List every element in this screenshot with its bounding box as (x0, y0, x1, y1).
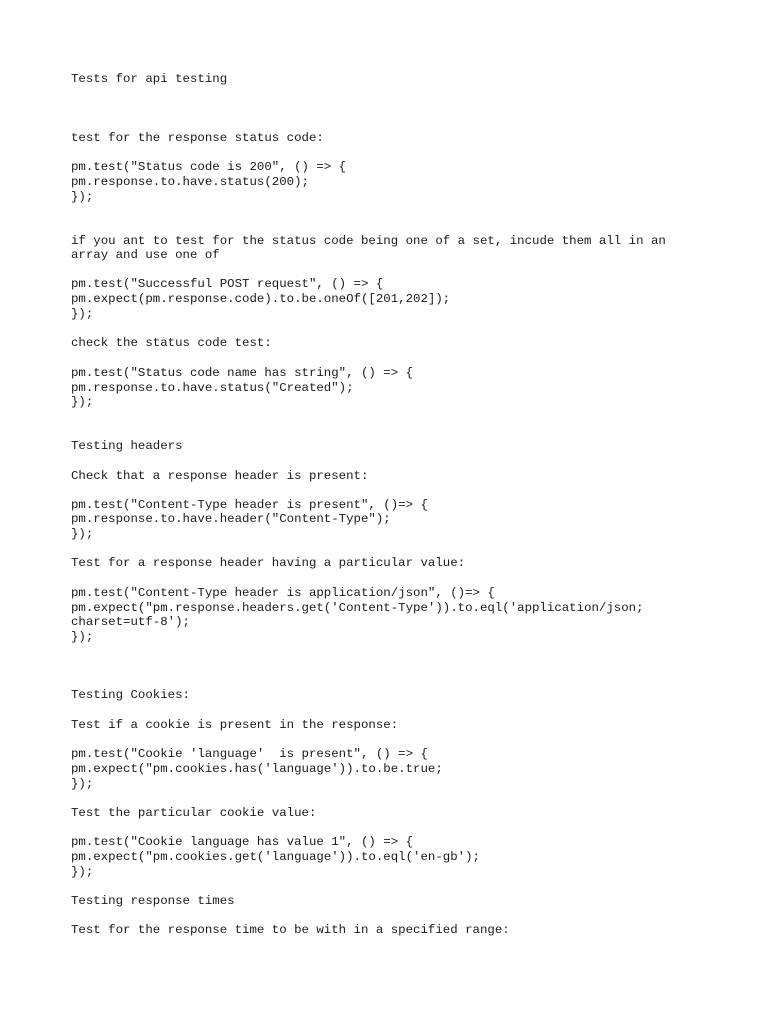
code-line: pm.test("Cookie 'language' is present", () => { (71, 747, 428, 761)
response-times-heading: Testing response times (71, 894, 235, 908)
code-line: pm.expect("pm.cookies.has('language')).to.be.true; (71, 762, 443, 776)
paragraph-line: Test if a cookie is present in the response: (71, 718, 399, 732)
paragraph-line: Check that a response header is present: (71, 469, 369, 483)
paragraph-line: array and use one of (71, 248, 220, 262)
paragraph-line: Test for the response time to be with in a specified range: (71, 923, 510, 937)
code-line: pm.test("Status code name has string", () => { (71, 366, 414, 380)
code-line: pm.expect("pm.cookies.get('language')).to.eql('en-gb'); (71, 850, 480, 864)
code-line: }); (71, 395, 94, 409)
code-line: pm.test("Content-Type header is application/json", ()=> { (71, 586, 495, 600)
cookies-heading: Testing Cookies: (71, 688, 190, 702)
code-line: pm.expect("pm.response.headers.get('Content-Type')).to.eql('application/json; (71, 601, 644, 615)
paragraph-line: if you ant to test for the status code being one of a set, incude them all in an (71, 234, 666, 248)
document-title: Tests for api testing (71, 72, 228, 86)
code-line: pm.response.to.have.status("Created"); (71, 381, 354, 395)
code-line: pm.response.to.have.status(200); (71, 175, 309, 189)
code-line: pm.test("Status code is 200", () => { (71, 160, 347, 174)
status-code-heading: test for the response status code: (71, 131, 324, 145)
code-line: pm.expect(pm.response.code).to.be.oneOf([201,202]); (71, 292, 451, 306)
paragraph-line: Test the particular cookie value: (71, 806, 317, 820)
code-line: }); (71, 630, 94, 644)
code-line: }); (71, 527, 94, 541)
paragraph-line: Test for a response header having a particular value: (71, 556, 466, 570)
code-line: }); (71, 190, 94, 204)
code-line: pm.test("Successful POST request", () => { (71, 277, 384, 291)
code-line: pm.test("Content-Type header is present", ()=> { (71, 498, 428, 512)
headers-heading: Testing headers (71, 439, 183, 453)
code-line: }); (71, 777, 94, 791)
code-line: pm.response.to.have.header("Content-Type"); (71, 512, 391, 526)
code-line: charset=utf-8'); (71, 615, 190, 629)
code-line: pm.test("Cookie language has value 1", () => { (71, 835, 414, 849)
code-line: }); (71, 865, 94, 879)
code-line: }); (71, 307, 94, 321)
paragraph-line: check the status code test: (71, 336, 272, 350)
